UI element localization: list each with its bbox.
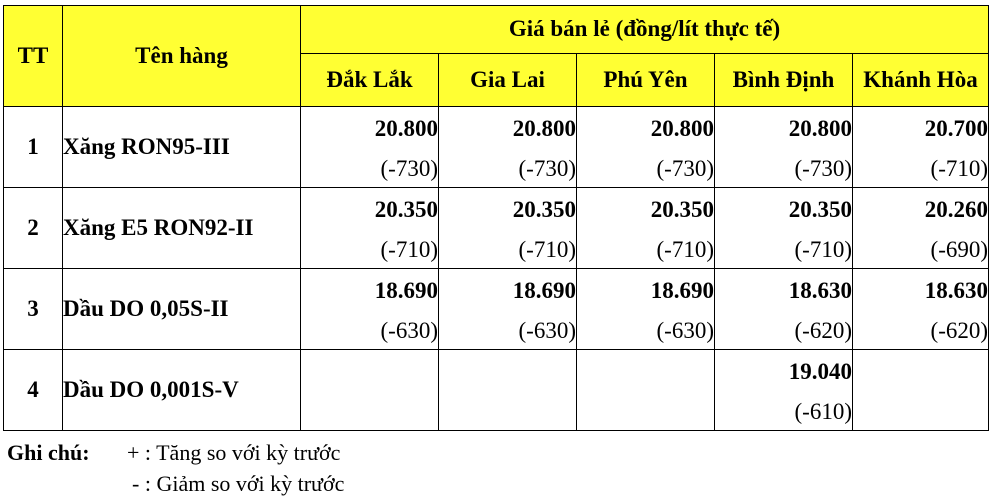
note-line-plus: [7, 437, 344, 468]
price-change: (-710): [656, 237, 714, 263]
price-change: (-630): [656, 318, 714, 344]
row-number: 2: [4, 188, 63, 269]
price-value: 20.800: [512, 116, 576, 142]
price-change: (-620): [794, 318, 852, 344]
price-value: 18.690: [374, 278, 438, 304]
price-change: (-710): [380, 237, 438, 263]
price-cell: [577, 269, 715, 350]
price-change: (-710): [930, 156, 989, 182]
price-cell: [439, 188, 577, 269]
price-change: (-630): [518, 318, 576, 344]
price-cell: [853, 107, 989, 188]
price-cell: [301, 349, 439, 430]
price-cell: [715, 349, 853, 430]
price-table: [3, 5, 989, 431]
header-row: [4, 6, 989, 54]
price-change: (-730): [518, 156, 576, 182]
price-value: 18.630: [924, 278, 989, 304]
price-cell: [301, 188, 439, 269]
header-province-gia-lai: Gia Lai: [439, 53, 577, 107]
price-change: (-730): [794, 156, 852, 182]
price-cell: [577, 188, 715, 269]
price-value: 18.690: [650, 278, 714, 304]
price-cell: [715, 188, 853, 269]
price-cell: [853, 269, 989, 350]
price-value: 20.700: [924, 116, 989, 142]
header-name: Tên hàng: [63, 6, 301, 107]
header-province-phu-yen: Phú Yên: [577, 53, 715, 107]
row-number: 4: [4, 349, 63, 430]
price-change: (-730): [380, 156, 438, 182]
price-change: (-620): [930, 318, 989, 344]
price-cell: [577, 107, 715, 188]
note-minus: - : Giảm so với kỳ trước: [132, 471, 345, 496]
price-cell: [439, 107, 577, 188]
note-plus: + : Tăng so với kỳ trước: [127, 440, 341, 465]
price-cell: [853, 349, 989, 430]
price-change: (-710): [518, 237, 576, 263]
price-cell: [715, 107, 853, 188]
note-line-minus: [7, 468, 344, 499]
table-row: [4, 188, 989, 269]
price-value: 20.350: [374, 197, 438, 223]
row-number: 3: [4, 269, 63, 350]
price-value: 20.800: [650, 116, 714, 142]
header-tt: TT: [4, 6, 63, 107]
row-number: 1: [4, 107, 63, 188]
table-row: [4, 349, 989, 430]
price-change: (-730): [656, 156, 714, 182]
price-cell: [439, 269, 577, 350]
price-cell: [577, 349, 715, 430]
price-value: 20.800: [788, 116, 852, 142]
product-name: Xăng RON95-III: [63, 107, 301, 188]
price-value: 20.800: [374, 116, 438, 142]
header-price-group: Giá bán lẻ (đồng/lít thực tế): [301, 6, 989, 54]
notes-section: [7, 437, 344, 499]
price-value: 20.350: [788, 197, 852, 223]
product-name: Xăng E5 RON92-II: [63, 188, 301, 269]
table-row: [4, 107, 989, 188]
price-value: 20.350: [512, 197, 576, 223]
price-value: 19.040: [788, 358, 852, 384]
price-change: (-630): [380, 318, 438, 344]
price-cell: [301, 269, 439, 350]
product-name: Dầu DO 0,001S-V: [63, 349, 301, 430]
price-value: 20.260: [924, 197, 989, 223]
table-row: [4, 269, 989, 350]
price-cell: [439, 349, 577, 430]
price-cell: [715, 269, 853, 350]
price-change: (-710): [794, 237, 852, 263]
price-change: (-610): [794, 398, 852, 424]
price-value: 18.630: [788, 278, 852, 304]
price-value: 20.350: [650, 197, 714, 223]
header-province-binh-dinh: Bình Định: [715, 53, 853, 107]
header-province-khanh-hoa: Khánh Hòa: [853, 53, 989, 107]
header-province-dak-lak: Đắk Lắk: [301, 53, 439, 107]
price-change: (-690): [930, 237, 989, 263]
notes-label: Ghi chú:: [7, 440, 90, 465]
price-cell: [301, 107, 439, 188]
price-cell: [853, 188, 989, 269]
price-value: 18.690: [512, 278, 576, 304]
product-name: Dầu DO 0,05S-II: [63, 269, 301, 350]
